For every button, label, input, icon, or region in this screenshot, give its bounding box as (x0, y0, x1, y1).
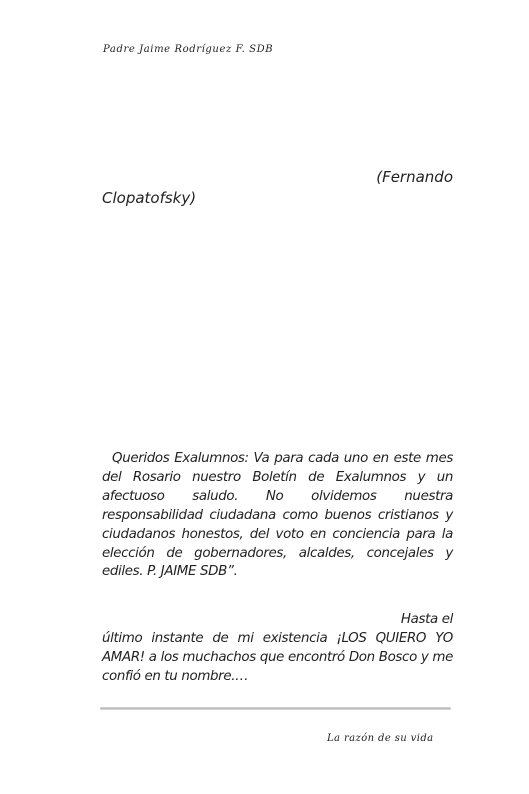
attribution-line-2: Clopatofsky) (102, 189, 197, 207)
closing-paragraph-lead: Hasta el (400, 612, 453, 627)
quote-attribution (102, 167, 453, 209)
running-header-author: Padre Jaime Rodríguez F. SDB (103, 44, 274, 55)
attribution-line-1: (Fernando (376, 168, 453, 186)
closing-paragraph-body: último instante de mi existencia ¡LOS QUIERO YO AMAR! a los muchachos que encontró Don Bosco y me confió en tu nombre.… (102, 630, 453, 684)
greeting-paragraph: Queridos Exalumnos: Va para cada uno en este mes del Rosario nuestro Boletín de Exalumnos y un afectuoso saludo. No olvidemos nuestra responsabilidad ciudadana como buenos cristianos y ciudadanos honestos, del voto en conciencia para la elección de gobernadores, alcaldes, concejales y ediles. P. JAIME SDB”. (102, 451, 453, 580)
closing-paragraph (102, 611, 453, 687)
footer-divider (100, 707, 451, 710)
running-footer-title: La razón de su vida (327, 733, 434, 744)
